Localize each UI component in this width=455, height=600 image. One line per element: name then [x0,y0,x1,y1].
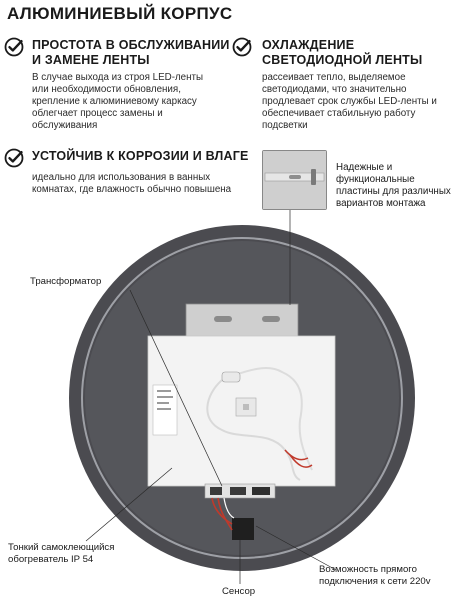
plate-slot-right [262,316,280,322]
callout-heater: Тонкий самоклеющийся обогреватель IP 54 [8,542,115,565]
plate-slot-left [214,316,232,322]
callout-direct-connection: Возможность прямого подключения к сети 220v [319,564,431,587]
callout-sensor: Сенсор [222,586,256,597]
feature-description: идеально для использования в ванных комнатах, где влажность обычно повышена [32,172,232,195]
mounting-plate-note: Надежные и функциональные пластины для различных вариантов монтажа [336,162,451,209]
power-plug [222,372,240,382]
mounting-plate [186,304,298,338]
feature-title: ОХЛАЖДЕНИЕ СВЕТОДИОДНОЙ ЛЕНТЫ [262,38,423,67]
page-title: АЛЮМИНИЕВЫЙ КОРПУС [7,4,233,23]
callout-transformer: Трансформатор [30,276,102,287]
feature-description: рассеивает тепло, выделяемое светодиодами, что значительно продлевает срок службы LED-ленты и обеспечивает стабильную работу подсветки [262,72,437,131]
feature-description: В случае выхода из строя LED-ленты или необходимости обновления, крепление к алюминиевому каркасу облегчает процесс замены и обслуживания [32,72,204,131]
feature-title: УСТОЙЧИВ К КОРРОЗИИ И ВЛАГЕ [32,149,249,163]
sensor-block [232,518,254,540]
feature-title: ПРОСТОТА В ОБСЛУЖИВАНИИ И ЗАМЕНЕ ЛЕНТЫ [32,38,230,67]
